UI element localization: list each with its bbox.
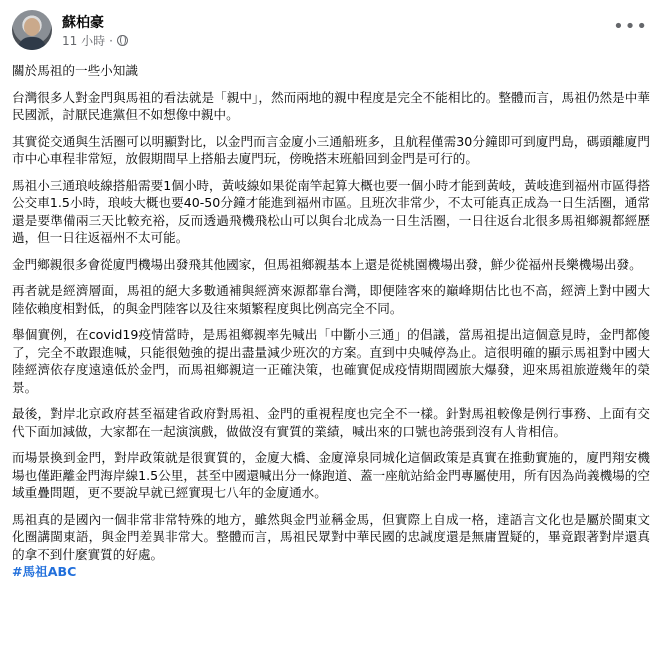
- post-time[interactable]: 11 小時: [62, 34, 106, 48]
- post-content: [12, 62, 650, 581]
- paragraph: 台灣很多人對金門與馬祖的看法就是「親中」，然而兩地的親中程度是完全不能相比的。整體而言，馬祖仍然是中華民國派，討厭民進黨但不如想像中親中。: [12, 89, 650, 122]
- avatar-shirt: [18, 37, 46, 50]
- globe-icon[interactable]: [117, 35, 128, 46]
- author-name[interactable]: 蘇柏豪: [62, 15, 104, 31]
- paragraph: 其實從交通與生活圈可以明顯對比，以金門而言金廈小三通船班多，且航程僅需30分鐘即可到廈門島，碼頭離廈門市中心車程非常短，放假期間早上搭船去廈門玩，傍晚搭末班船回到金門是可行的。: [12, 133, 650, 166]
- avatar[interactable]: [12, 10, 52, 50]
- avatar-face: [24, 18, 40, 36]
- paragraph: 再者就是經濟層面，馬祖的絕大多數通補與經濟來源都靠台灣，即便陸客來的巔峰期估比也不高，經濟上對中國大陸依賴度相對低，的與金門陸客以及往來頻繁程度與比例高完全不同。: [12, 283, 650, 316]
- paragraph: 最後，對岸北京政府甚至福建省政府對馬祖、金門的重視程度也完全不一樣。針對馬祖較像是例行事務、上面有交代下面加減做，大家都在一起演演戲，做做沒有實質的業績，喊出來的口號也誇張到沒有人肯相信。: [12, 406, 650, 439]
- paragraph: 而場景換到金門，對岸政策就是很實質的，金廈大橋、金廈漳泉同城化這個政策是真實在推動實施的，廈門翔安機場也僅距離金門海岸線1.5公里，甚至中國還喊出分一條跑道、蓋一座航站給金門專屬使用，所有因為尚義機場的空域重疊問題，更不要說早就已經實現七八年的金廈通水。: [12, 450, 650, 500]
- paragraph: 金門鄉親很多會從廈門機場出發飛其他國家，但馬祖鄉親基本上還是從桃園機場出發，鮮少從福州長樂機場出發。: [12, 256, 642, 272]
- paragraph: 馬祖小三通琅岐線搭船需要1個小時，黃岐線如果從南竿起算大概也要一個小時才能到黃岐，黃岐進到福州市區得搭公交車1.5小時，琅岐大概也要40-50分鐘才能進到福州市區。且班次非常少，不太可能真正成為一日生活圈，通常還是要準備兩三天比較充裕，反而透過飛機飛松山可以與台北成為一日生活圈，一日往返台北很多馬祖鄉親都經歷過，但一日往返福州不太可能。: [12, 177, 650, 245]
- hashtag-link[interactable]: #馬祖ABC: [12, 564, 77, 579]
- more-options-icon[interactable]: •••: [613, 16, 648, 37]
- meta-separator: ·: [109, 33, 113, 48]
- post-header: [12, 10, 652, 54]
- paragraph: 舉個實例，在covid19疫情當時，是馬祖鄉親率先喊出「中斷小三通」的倡議，當馬祖提出這個意見時，金門都傻了，完全不敢跟進喊，只能很勉強的提出盡量減少班次的方案。直到中央喊停為止。這很明確的顯示馬祖對中國大陸經濟依存度遠遠低於金門，而馬祖鄉親這一正確決策，也確實促成疫情期間國旅大爆發，迎來馬祖旅遊幾年的榮景。: [12, 327, 650, 395]
- post-meta: [62, 32, 128, 49]
- post-title-line: 關於馬祖的一些小知識: [12, 63, 138, 78]
- paragraph: 馬祖真的是國內一個非常非常特殊的地方，雖然與金門並稱金馬，但實際上自成一格，達語言文化也是屬於閩東文化圈講閩東語，與金門差異非常大。整體而言，馬祖民眾對中華民國的忠誠度還是無庸置疑的，畢竟跟著對岸還真的拿不到什麼實質的好處。: [12, 511, 650, 562]
